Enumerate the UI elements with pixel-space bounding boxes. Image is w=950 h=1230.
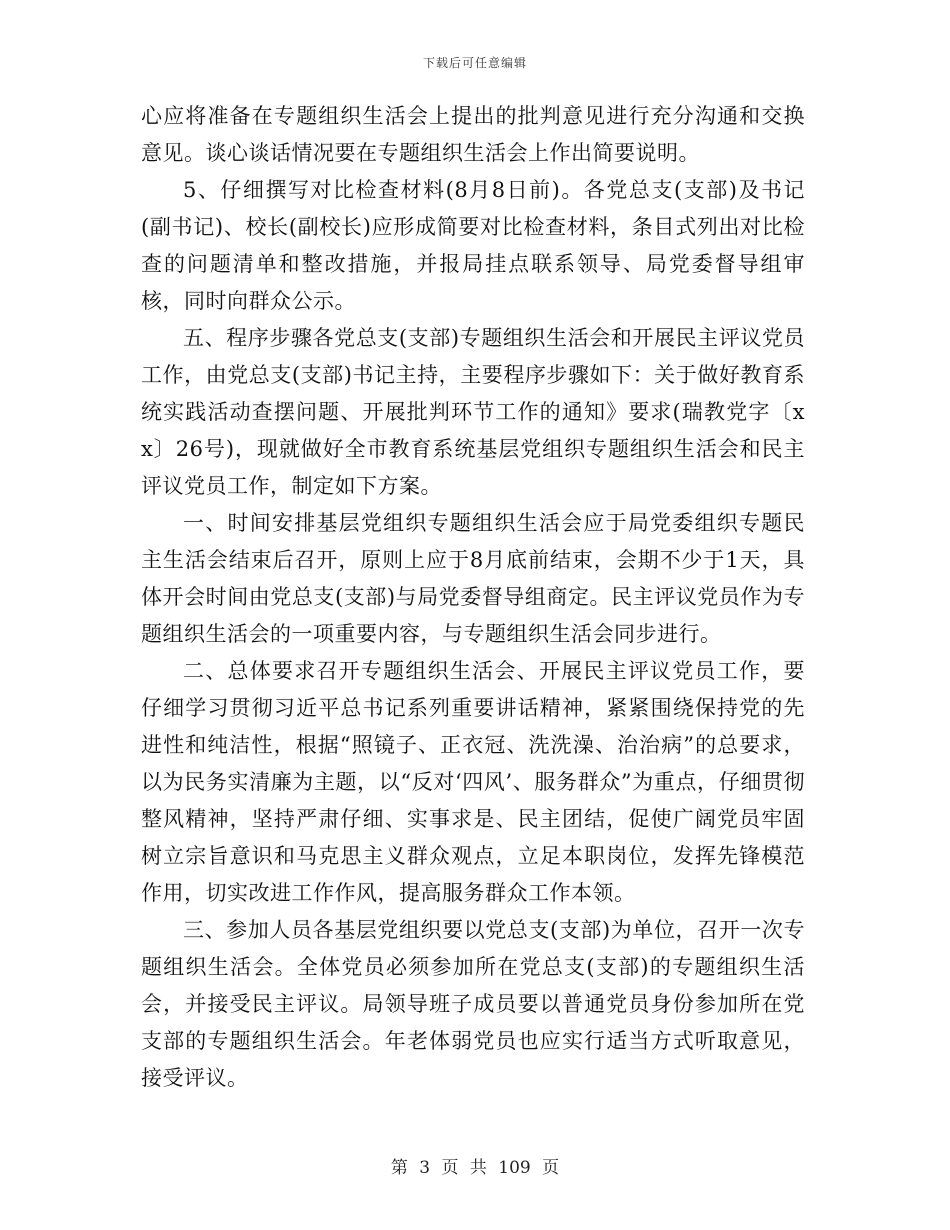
document-body (141, 98, 805, 1097)
page-header-note: 下载后可任意编辑 (422, 56, 527, 70)
paragraph-section-3: 三、参加人员各基层党组织要以党总支(支部)为单位，召开一次专题组织生活会。全体党员必须参加所在党总支(支部)的专题组织生活会，并接受民主评议。局领导班子成员要以普通党员身份参加所在党支部的专题组织生活会。年老体弱党员也应实行适当方式听取意见，接受评议。 (141, 918, 805, 1090)
paragraph-section-1: 一、时间安排基层党组织专题组织生活会应于局党委组织专题民主生活会结束后召开，原则上应于8月底前结束，会期不少于1天，具体开会时间由党总支(支部)与局党委督导组商定。民主评议党员作为专题组织生活会的一项重要内容，与专题组织生活会同步进行。 (141, 511, 805, 646)
paragraph-continuation: 心应将准备在专题组织生活会上提出的批判意见进行充分沟通和交换意见。谈心谈话情况要在专题组织生活会上作出简要说明。 (141, 104, 805, 165)
paragraph-section-5: 五、程序步骤各党总支(支部)专题组织生活会和开展民主评议党员工作，由党总支(支部)书记主持，主要程序步骤如下：关于做好教育系统实践活动查摆问题、开展批判环节工作的通知》要求(瑞教党字〔xx〕26号)，现就做好全市教育系统基层党组织专题组织生活会和民主评议党员工作，制定如下方案。 (141, 326, 805, 498)
paragraph-item-5: 5、仔细撰写对比检查材料(8月8日前)。各党总支(支部)及书记(副书记)、校长(副校长)应形成简要对比检查材料，条目式列出对比检查的问题清单和整改措施，并报局挂点联系领导、局党委督导组审核，同时向群众公示。 (141, 178, 805, 313)
paragraph-section-2: 二、总体要求召开专题组织生活会、开展民主评议党员工作，要仔细学习贯彻习近平总书记系列重要讲话精神，紧紧围绕保持党的先进性和纯洁性，根据“照镜子、正衣冠、洗洗澡、治治病”的总要求，以为民务实清廉为主题，以“反对‘四风’、服务群众”为重点，仔细贯彻整风精神，坚持严肃仔细、实事求是、民主团结，促使广阔党员牢固树立宗旨意识和马克思主义群众观点，立足本职岗位，发挥先锋模范作用，切实改进工作作风，提高服务群众工作本领。 (141, 659, 805, 905)
page-number-footer: 第 3 页 共 109 页 (390, 1158, 560, 1178)
